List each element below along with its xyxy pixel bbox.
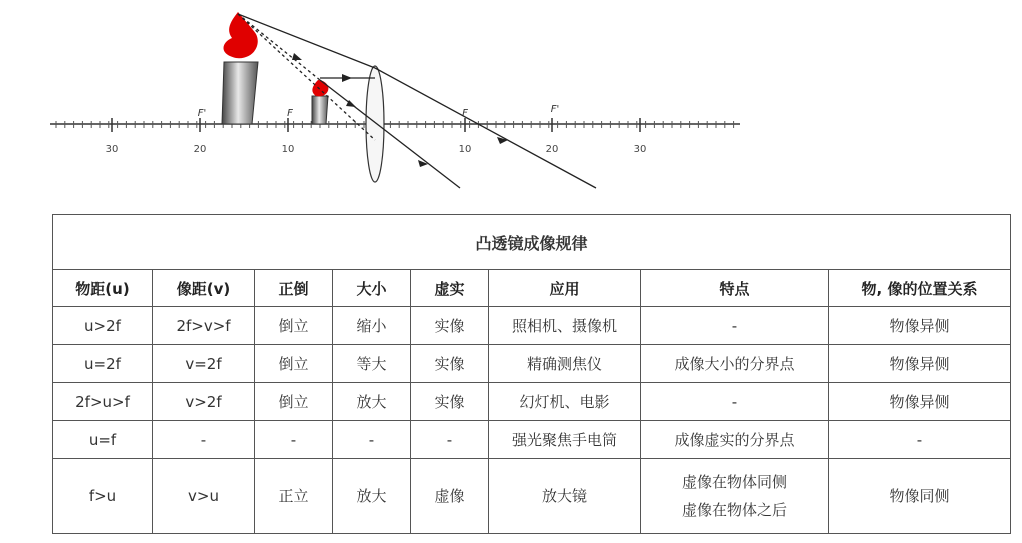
- header-object-distance: 物距(u): [53, 270, 153, 307]
- table-cell: u=f: [53, 421, 153, 459]
- table-cell: -: [641, 383, 829, 421]
- table-cell: 物像同侧: [829, 459, 1011, 534]
- header-image-distance: 像距(v): [153, 270, 255, 307]
- table-row: [53, 459, 1011, 534]
- table-cell: 放大: [333, 383, 411, 421]
- focus-label-2f-right: F': [550, 104, 560, 115]
- table-cell: v>2f: [153, 383, 255, 421]
- table-cell: u=2f: [53, 345, 153, 383]
- table-cell: -: [829, 421, 1011, 459]
- table-cell: -: [641, 307, 829, 345]
- focus-label-f-left: F: [287, 108, 293, 119]
- ruler-tick-label: 30: [105, 144, 119, 155]
- candle-image: [312, 80, 328, 124]
- ruler-tick-label: 10: [281, 144, 295, 155]
- header-size: 大小: [333, 270, 411, 307]
- table-cell: [641, 459, 829, 534]
- table-cell: 缩小: [333, 307, 411, 345]
- header-orientation: 正倒: [255, 270, 333, 307]
- table-cell: -: [153, 421, 255, 459]
- table-cell: 精确测焦仪: [489, 345, 641, 383]
- table-cell: 等大: [333, 345, 411, 383]
- table-cell: 成像虚实的分界点: [641, 421, 829, 459]
- header-position-relation: 物, 像的位置关系: [829, 270, 1011, 307]
- ruler-tick-label: 10: [458, 144, 472, 155]
- table-cell: 实像: [411, 307, 489, 345]
- convex-lens-rules-table: [52, 214, 1011, 534]
- convex-lens-diagram: [0, 0, 760, 200]
- feature-line: 虚像在物体同侧: [681, 473, 787, 491]
- table-row: [53, 307, 1011, 345]
- table-cell: 照相机、摄像机: [489, 307, 641, 345]
- table-cell: v>u: [153, 459, 255, 534]
- convex-lens: [366, 66, 384, 182]
- header-feature: 特点: [641, 270, 829, 307]
- table-cell: 正立: [255, 459, 333, 534]
- table-cell: 物像异侧: [829, 307, 1011, 345]
- candle-object: [222, 12, 258, 124]
- table-cell: 成像大小的分界点: [641, 345, 829, 383]
- table-cell: -: [255, 421, 333, 459]
- table-cell: -: [411, 421, 489, 459]
- focus-label-2f-left: F': [197, 108, 207, 119]
- light-rays: [238, 14, 596, 188]
- feature-line: 虚像在物体之后: [681, 501, 787, 519]
- table-cell: 幻灯机、电影: [489, 383, 641, 421]
- table-cell: 强光聚焦手电筒: [489, 421, 641, 459]
- table-row: [53, 383, 1011, 421]
- ruler-tick-label: 20: [545, 144, 559, 155]
- header-real-virtual: 虚实: [411, 270, 489, 307]
- table-cell: 物像异侧: [829, 383, 1011, 421]
- table-cell: 倒立: [255, 345, 333, 383]
- table-cell: 物像异侧: [829, 345, 1011, 383]
- ruler-tick-label: 20: [193, 144, 207, 155]
- ruler-tick-label: 30: [633, 144, 647, 155]
- table-title: 凸透镜成像规律: [53, 215, 1011, 270]
- table-cell: 倒立: [255, 383, 333, 421]
- table-cell: 实像: [411, 345, 489, 383]
- table-cell: u>2f: [53, 307, 153, 345]
- table-row: [53, 345, 1011, 383]
- table-cell: v=2f: [153, 345, 255, 383]
- table-cell: 实像: [411, 383, 489, 421]
- table-cell: 放大: [333, 459, 411, 534]
- header-application: 应用: [489, 270, 641, 307]
- table-cell: f>u: [53, 459, 153, 534]
- table-cell: 倒立: [255, 307, 333, 345]
- table-row: [53, 421, 1011, 459]
- table-cell: 虚像: [411, 459, 489, 534]
- focus-label-f-right: F: [462, 108, 468, 119]
- table-cell: -: [333, 421, 411, 459]
- table-header-row: [53, 270, 1011, 307]
- table-cell: 放大镜: [489, 459, 641, 534]
- table-cell: 2f>u>f: [53, 383, 153, 421]
- table-cell: 2f>v>f: [153, 307, 255, 345]
